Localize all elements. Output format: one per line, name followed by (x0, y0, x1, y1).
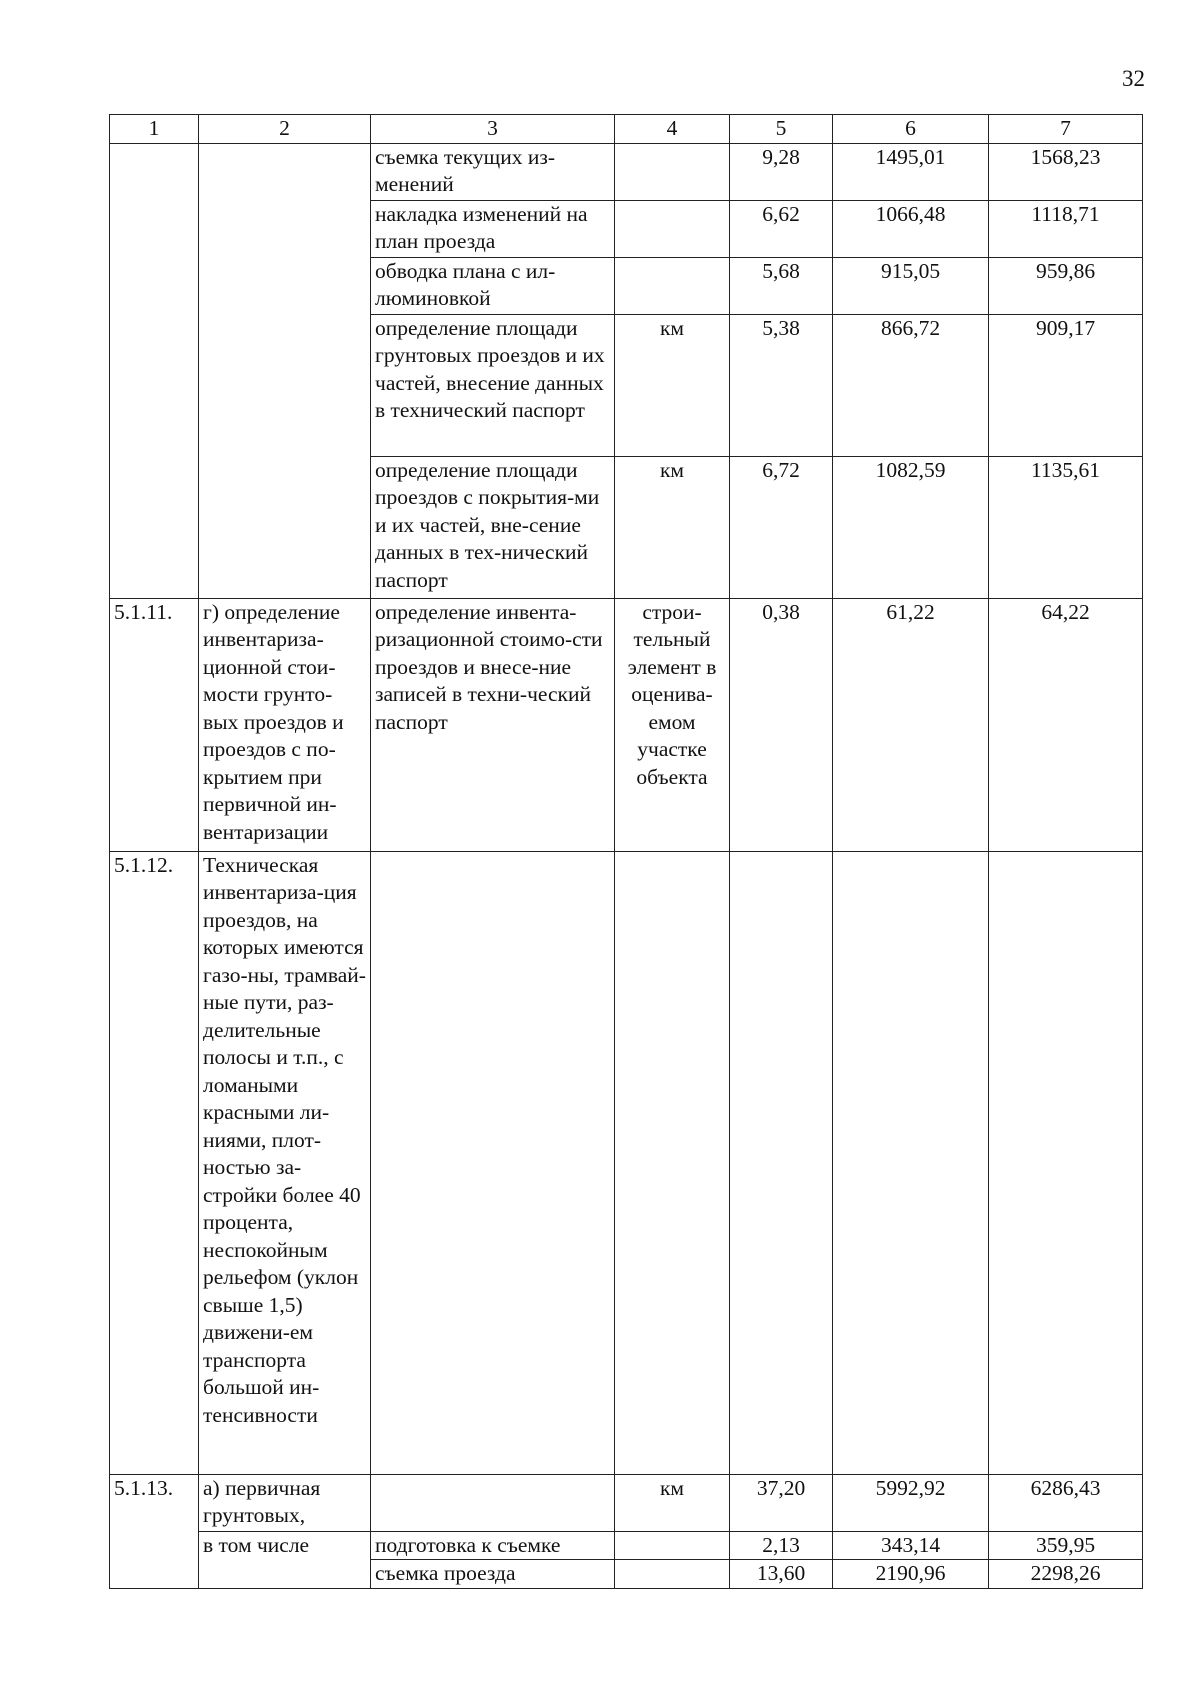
norm-value: 9,28 (730, 143, 833, 200)
item-number: 5.1.11. (110, 598, 199, 851)
norm-value: 6,72 (730, 456, 833, 598)
price-value: 1082,59 (833, 456, 989, 598)
unit: строи-тельный элемент в оценива-емом участке объекта (615, 598, 730, 851)
cell-empty (199, 143, 371, 598)
norm-value: 5,38 (730, 314, 833, 456)
unit: км (615, 314, 730, 456)
cell-empty (730, 851, 833, 1474)
table-row (110, 1531, 1143, 1560)
price-vat-value: 1568,23 (989, 143, 1143, 200)
price-vat-value: 959,86 (989, 257, 1143, 314)
work-description: подготовка к съемке (371, 1531, 615, 1560)
price-value: 2190,96 (833, 1560, 989, 1589)
work-description: определение площади грунтовых проездов и их частей, внесение данных в технический паспорт (371, 314, 615, 456)
work-description (371, 1474, 615, 1531)
norm-value: 5,68 (730, 257, 833, 314)
item-title: г) определение инвентариза-ционной стои-мости грунто-вых проездов и проездов с по-крытием при первичной ин-вентаризации (199, 598, 371, 851)
work-description: определение инвента-ризационной стоимо-сти проездов и внесе-ние записей в техни-ческий паспорт (371, 598, 615, 851)
norm-value: 0,38 (730, 598, 833, 851)
norm-value: 37,20 (730, 1474, 833, 1531)
norm-value: 13,60 (730, 1560, 833, 1589)
cell-empty (833, 851, 989, 1474)
price-vat-value: 6286,43 (989, 1474, 1143, 1531)
price-vat-value: 64,22 (989, 598, 1143, 851)
unit: км (615, 456, 730, 598)
price-value: 915,05 (833, 257, 989, 314)
unit (615, 257, 730, 314)
price-value: 5992,92 (833, 1474, 989, 1531)
price-value: 343,14 (833, 1531, 989, 1560)
table-row (110, 1474, 1143, 1531)
cell-empty (989, 851, 1143, 1474)
price-vat-value: 909,17 (989, 314, 1143, 456)
table-row (110, 143, 1143, 200)
col-header-4: 4 (615, 115, 730, 144)
unit (615, 1531, 730, 1560)
work-description: съемка проезда (371, 1560, 615, 1589)
item-subtitle: в том числе (199, 1531, 371, 1588)
unit: км (615, 1474, 730, 1531)
cell-empty (371, 851, 615, 1474)
item-number: 5.1.12. (110, 851, 199, 1474)
unit (615, 143, 730, 200)
cell-empty (615, 851, 730, 1474)
item-number: 5.1.13. (110, 1474, 199, 1588)
col-header-2: 2 (199, 115, 371, 144)
price-vat-value: 1135,61 (989, 456, 1143, 598)
col-header-6: 6 (833, 115, 989, 144)
work-description: съемка текущих из-менений (371, 143, 615, 200)
table-row (110, 598, 1143, 851)
unit (615, 200, 730, 257)
price-value: 1066,48 (833, 200, 989, 257)
tariff-table (109, 114, 1143, 1589)
page-number: 32 (1122, 66, 1145, 91)
price-vat-value: 1118,71 (989, 200, 1143, 257)
price-value: 61,22 (833, 598, 989, 851)
price-vat-value: 359,95 (989, 1531, 1143, 1560)
table-row (110, 851, 1143, 1474)
price-value: 1495,01 (833, 143, 989, 200)
item-title: Техническая инвентариза-ция проездов, на которых имеются газо-ны, трамвай-ные пути, раз-делительные полосы и т.п., с ломаными красными ли-ниями, плот-ностью за-стройки более 40 процента, неспокойным рельефом (уклон свыше 1,5) движени-ем транспорта большой ин-тенсивности (199, 851, 371, 1474)
col-header-3: 3 (371, 115, 615, 144)
unit (615, 1560, 730, 1589)
header-row (110, 115, 1143, 144)
col-header-1: 1 (110, 115, 199, 144)
norm-value: 2,13 (730, 1531, 833, 1560)
price-vat-value: 2298,26 (989, 1560, 1143, 1589)
work-description: обводка плана с ил-люминовкой (371, 257, 615, 314)
col-header-7: 7 (989, 115, 1143, 144)
work-description: определение площади проездов с покрытия-ми и их частей, вне-сение данных в тех-нический паспорт (371, 456, 615, 598)
item-title: а) первичная грунтовых, (199, 1474, 371, 1531)
col-header-5: 5 (730, 115, 833, 144)
work-description: накладка изменений на план проезда (371, 200, 615, 257)
price-value: 866,72 (833, 314, 989, 456)
norm-value: 6,62 (730, 200, 833, 257)
cell-empty (110, 143, 199, 598)
